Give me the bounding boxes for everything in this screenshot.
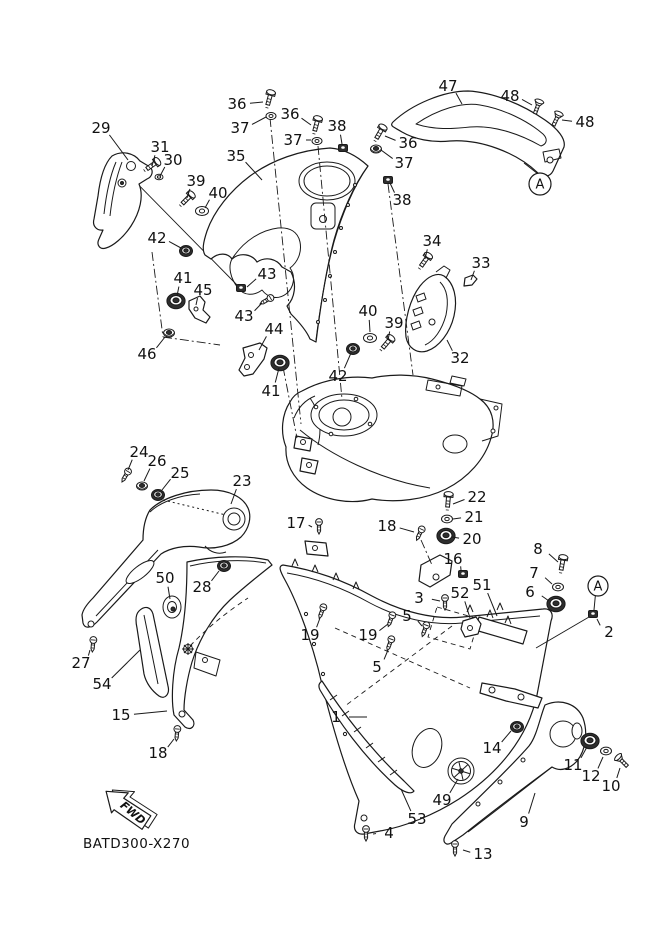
hardware-ring [163,596,181,618]
hardware-sscrew [89,636,97,652]
callout-label-51: 51 [472,576,492,594]
callout-label-14: 14 [482,739,502,757]
part-35-rivet [347,204,350,207]
part-1-rivet [343,732,346,735]
leader-line-46 [156,337,165,348]
callout-label-32: 32 [450,349,470,367]
fwd-arrow-label: FWD [117,798,148,828]
leader-line-43 [247,279,256,287]
callout-label-25: 25 [170,464,190,482]
hardware-screw [263,89,276,109]
part-29-hole [127,162,136,171]
callout-label-18: 18 [377,517,397,535]
hardware-washer [553,583,564,591]
leader-line-48 [562,120,572,121]
part-15-tab-hole [179,711,185,717]
callout-label-41: 41 [261,382,281,400]
svg-text:A: A [593,579,603,595]
callout-label-40: 40 [358,302,378,320]
leader-line-37 [381,150,393,159]
bracket-hole [489,687,495,693]
part-9-hole [521,758,525,762]
callout-label-45: 45 [193,281,213,299]
hardware-sscrew [119,467,133,484]
part-32-deflector [406,274,456,351]
callout-label-38: 38 [392,191,412,209]
hardware-washer [601,747,612,755]
hardware-sscrew [442,595,449,610]
leader-line-15 [134,711,167,714]
hardware-sscrew [452,841,459,856]
callout-label-44: 44 [264,320,284,338]
hardware-sscrew [173,725,181,741]
leader-line-36 [302,118,311,125]
callout-label-43: 43 [257,265,277,283]
part-9-oval-hole [572,723,582,739]
leader-line-7 [545,578,552,584]
callout-label-40: 40 [208,184,228,202]
hardware-washer [312,138,322,145]
callout-label-24: 24 [129,443,149,461]
callout-label-26: 26 [147,452,167,470]
tank-flange-hole [494,406,498,410]
callout-label-37: 37 [283,131,303,149]
part-35-rivet [340,227,343,230]
callout-label-5: 5 [372,658,382,676]
part-1-tip-hole [361,815,367,821]
part-47-tab-hole [547,157,553,163]
part-29-bracket [94,153,153,249]
callout-label-19: 19 [358,626,378,644]
hardware-emblem [448,758,474,784]
hardware-fnut [371,145,382,153]
leader-line-25 [162,479,171,490]
ref-marker-A [588,576,608,610]
callout-label-31: 31 [150,138,170,156]
hardware-fnut [164,329,175,337]
callout-label-39: 39 [186,172,206,190]
leader-line-9 [529,793,535,814]
hardware-fscrew [613,752,630,769]
callout-label-8: 8 [533,540,543,558]
part-32-hole [429,319,435,325]
callout-label-48: 48 [500,87,520,105]
hardware-screw [443,491,454,510]
callout-label-20: 20 [462,530,482,548]
callout-label-33: 33 [471,254,491,272]
callout-label-3: 3 [414,589,424,607]
part-9-hole [498,780,502,784]
callout-label-30: 30 [163,151,183,169]
callout-label-37: 37 [230,119,250,137]
callout-label-19: 19 [300,626,320,644]
callout-label-46: 46 [137,345,157,363]
leader-line-13 [463,850,470,852]
part-9-hole [476,802,480,806]
hardware-nut [339,145,348,152]
leader-line-54 [112,650,140,678]
leader-line-17 [309,525,312,527]
callout-label-17: 17 [286,514,306,532]
leader-line-2 [597,619,600,625]
tank-bolt [354,397,358,401]
bracket-hole [313,546,318,551]
hardware-screw [556,554,568,574]
hardware-sscrew [414,525,427,542]
fwd-arrow [98,777,161,837]
hardware-nut [384,177,393,184]
callout-label-38: 38 [327,117,347,135]
part-23-tip-hole [88,621,94,627]
bracket-hole [433,574,439,580]
part-35-cap-opening-inner [304,166,350,196]
callout-label-43: 43 [234,307,254,325]
callout-label-47: 47 [438,77,458,95]
callout-label-22: 22 [467,488,487,506]
hardware-screw [310,115,323,135]
hardware-nut [237,285,246,292]
hardware-sscrew [258,293,275,307]
leader-line-42 [169,241,181,248]
callout-label-54: 54 [92,675,112,693]
leader-line-6 [542,596,549,601]
callout-label-42: 42 [328,367,348,385]
hardware-grommet [347,344,360,355]
tank-tab-hole [301,440,306,445]
callout-label-50: 50 [155,569,175,587]
tank-tab-hole [307,463,312,468]
hardware-lgrommet [547,596,565,611]
tank-bolt [436,385,440,389]
leader-line-38 [340,135,342,144]
callout-label-18: 18 [148,744,168,762]
callout-label-23: 23 [232,472,252,490]
bracket-hole [249,353,254,358]
callout-label-34: 34 [422,232,442,250]
hardware-grommet [511,722,524,733]
bracket-hole [194,307,198,311]
hardware-grommet [180,246,193,257]
callout-label-27: 27 [71,654,91,672]
callout-label-52: 52 [450,584,470,602]
callout-label-35: 35 [226,147,246,165]
part-54-film [136,607,168,697]
callout-label-49: 49 [432,791,452,809]
callout-label-10: 10 [601,777,621,795]
hardware-screw [371,123,388,143]
leader-line-40 [369,320,370,332]
callout-label-15: 15 [111,706,131,724]
part-35-rivet [317,321,320,324]
callout-label-28: 28 [192,578,212,596]
part-45-bracket [189,296,210,323]
part-35-rivet [354,184,357,187]
callout-label-13: 13 [473,845,493,863]
part-15-inner-panel [172,557,272,729]
leader-line-18 [168,739,174,747]
hardware-fscrew [549,110,563,127]
leader-line-22 [453,500,465,504]
tank-bolt [368,422,372,426]
callout-label-7: 7 [529,564,539,582]
callout-label-36: 36 [398,134,418,152]
part-35-rivet [324,299,327,302]
hardware-lgrommet [581,733,599,748]
callout-label-37: 37 [394,154,414,172]
callout-label-1: 1 [331,708,341,726]
leader-line-21 [453,518,461,519]
tank-filler-cap [333,408,351,426]
leader-line-48 [522,99,532,105]
hardware-grommet [218,561,231,572]
hardware-washer [155,174,163,180]
hardware-washer [442,515,453,523]
callout-label-2: 2 [604,623,614,641]
callout-label-16: 16 [443,550,463,568]
hardware-grommet [152,490,165,501]
tank-bolt [314,405,318,409]
part-35-rivet [334,251,337,254]
hardware-washer [364,333,377,342]
hardware-fnut [137,482,148,490]
part-15-hole [203,658,208,663]
callout-label-12: 12 [581,767,601,785]
hardware-sscrew [316,519,323,534]
callout-label-39: 39 [384,314,404,332]
fuel-tank [283,375,494,501]
part-23-boss-hole [228,513,240,525]
leader-line-36 [250,102,263,103]
leader-line-36 [385,136,396,140]
leader-line-37 [252,117,266,124]
diagram-code: BATD300-X270 [83,836,191,852]
callout-label-4: 4 [384,824,394,842]
hardware-screw [177,189,196,208]
hardware-lgrommet [167,293,185,308]
leader-line-3 [432,599,440,601]
hardware-nut [589,611,598,618]
callout-label-11: 11 [563,756,583,774]
hardware-nut [459,571,468,578]
bracket-hole [245,365,250,370]
tank-bolt [329,432,333,436]
callout-label-36: 36 [227,95,247,113]
callout-label-36: 36 [280,105,300,123]
svg-text:A: A [535,177,545,193]
hardware-washer [196,206,209,215]
hardware-screw [377,333,396,353]
part-52-hole [468,626,473,631]
leader-line-18 [400,528,414,532]
part-1-rivet [321,672,324,675]
part-33-clip [464,275,477,286]
hardware-washer [266,113,276,120]
callout-label-5: 5 [402,607,412,625]
callout-label-9: 9 [519,813,529,831]
part-29-pivot-dot [121,182,124,185]
hardware-lgrommet [271,355,289,370]
tank-flange-hole [491,429,495,433]
callout-label-21: 21 [464,508,484,526]
callout-label-53: 53 [407,810,427,828]
callout-label-48: 48 [575,113,595,131]
hardware-screw [416,251,434,271]
hardware-lgrommet [437,528,455,543]
callout-label-6: 6 [525,583,535,601]
leader-line-42 [344,353,351,368]
callout-label-41: 41 [173,269,193,287]
part-1-rivet [304,612,307,615]
part-44-bracket [239,343,267,376]
leader-line-8 [549,554,558,562]
callout-label-29: 29 [91,119,111,137]
callout-label-42: 42 [147,229,167,247]
leader-line-43 [255,303,262,311]
bracket-hole [518,694,524,700]
leader-line-26 [144,469,150,481]
